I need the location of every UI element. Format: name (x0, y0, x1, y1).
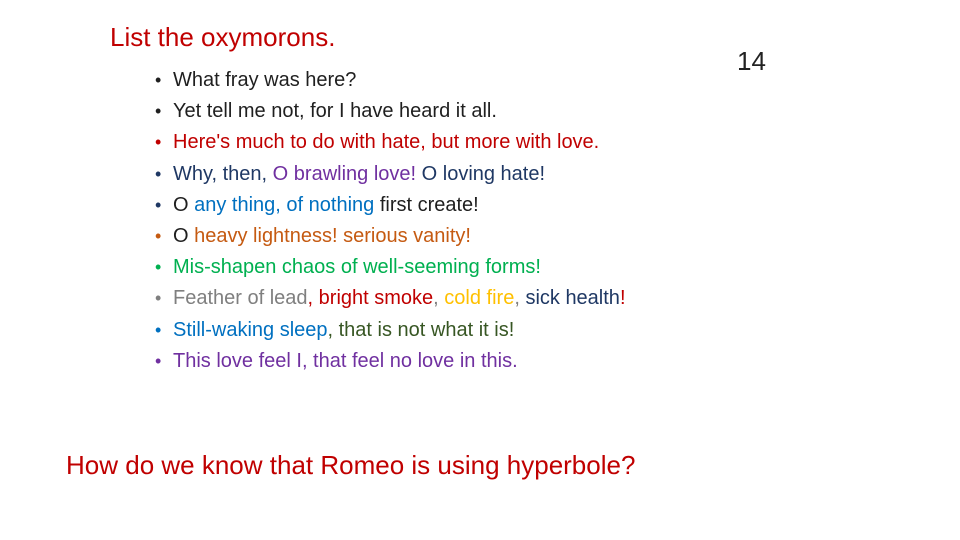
list-item-text: ! (619, 287, 626, 310)
list-item-text: This love feel I, that feel no love in this. (173, 349, 518, 372)
list-item (155, 252, 626, 283)
list-item-text: first create! (374, 193, 479, 216)
list-item-text: Why, then, (173, 162, 273, 185)
list-item-text: , (433, 287, 445, 310)
list-item-text: , (514, 287, 526, 310)
list-item-text: O brawling love! (272, 162, 417, 185)
oxymoron-list (155, 65, 626, 377)
list-item-text: Here's much to do with hate, but more with love. (173, 131, 600, 154)
list-item (155, 127, 626, 158)
list-item-text: cold fire (444, 287, 515, 310)
list-item-text: , (307, 287, 319, 310)
hyperbole-question: How do we know that Romeo is using hyperbole? (66, 450, 636, 480)
list-item-text: O loving hate! (416, 162, 546, 185)
list-item (155, 96, 626, 127)
list-item-text: Yet tell me not, for I have heard it all. (173, 100, 497, 123)
list-item (155, 346, 626, 377)
slide-title: List the oxymorons. (110, 22, 336, 52)
list-item (155, 190, 626, 221)
list-item-text: Feather of lead (173, 287, 308, 310)
list-item (155, 283, 626, 314)
list-item-text: O (173, 225, 195, 248)
list-item-text: any thing, of nothing (194, 193, 375, 216)
list-item-text: , that is not what it is! (327, 318, 515, 341)
list-item-text: bright smoke (318, 287, 434, 310)
list-item (155, 159, 626, 190)
list-item-text: O (173, 193, 195, 216)
list-item-text: What fray was here? (173, 69, 357, 91)
list-item-text: heavy lightness! serious vanity! (194, 225, 471, 248)
list-item-text: Mis-shapen chaos of well-seeming forms! (173, 256, 541, 279)
page-number: 14 (737, 46, 766, 76)
list-item (155, 315, 626, 346)
list-item (155, 221, 626, 252)
list-item (155, 65, 626, 96)
list-item-text: sick health (525, 287, 620, 310)
list-item-text: Still-waking sleep (173, 318, 328, 341)
